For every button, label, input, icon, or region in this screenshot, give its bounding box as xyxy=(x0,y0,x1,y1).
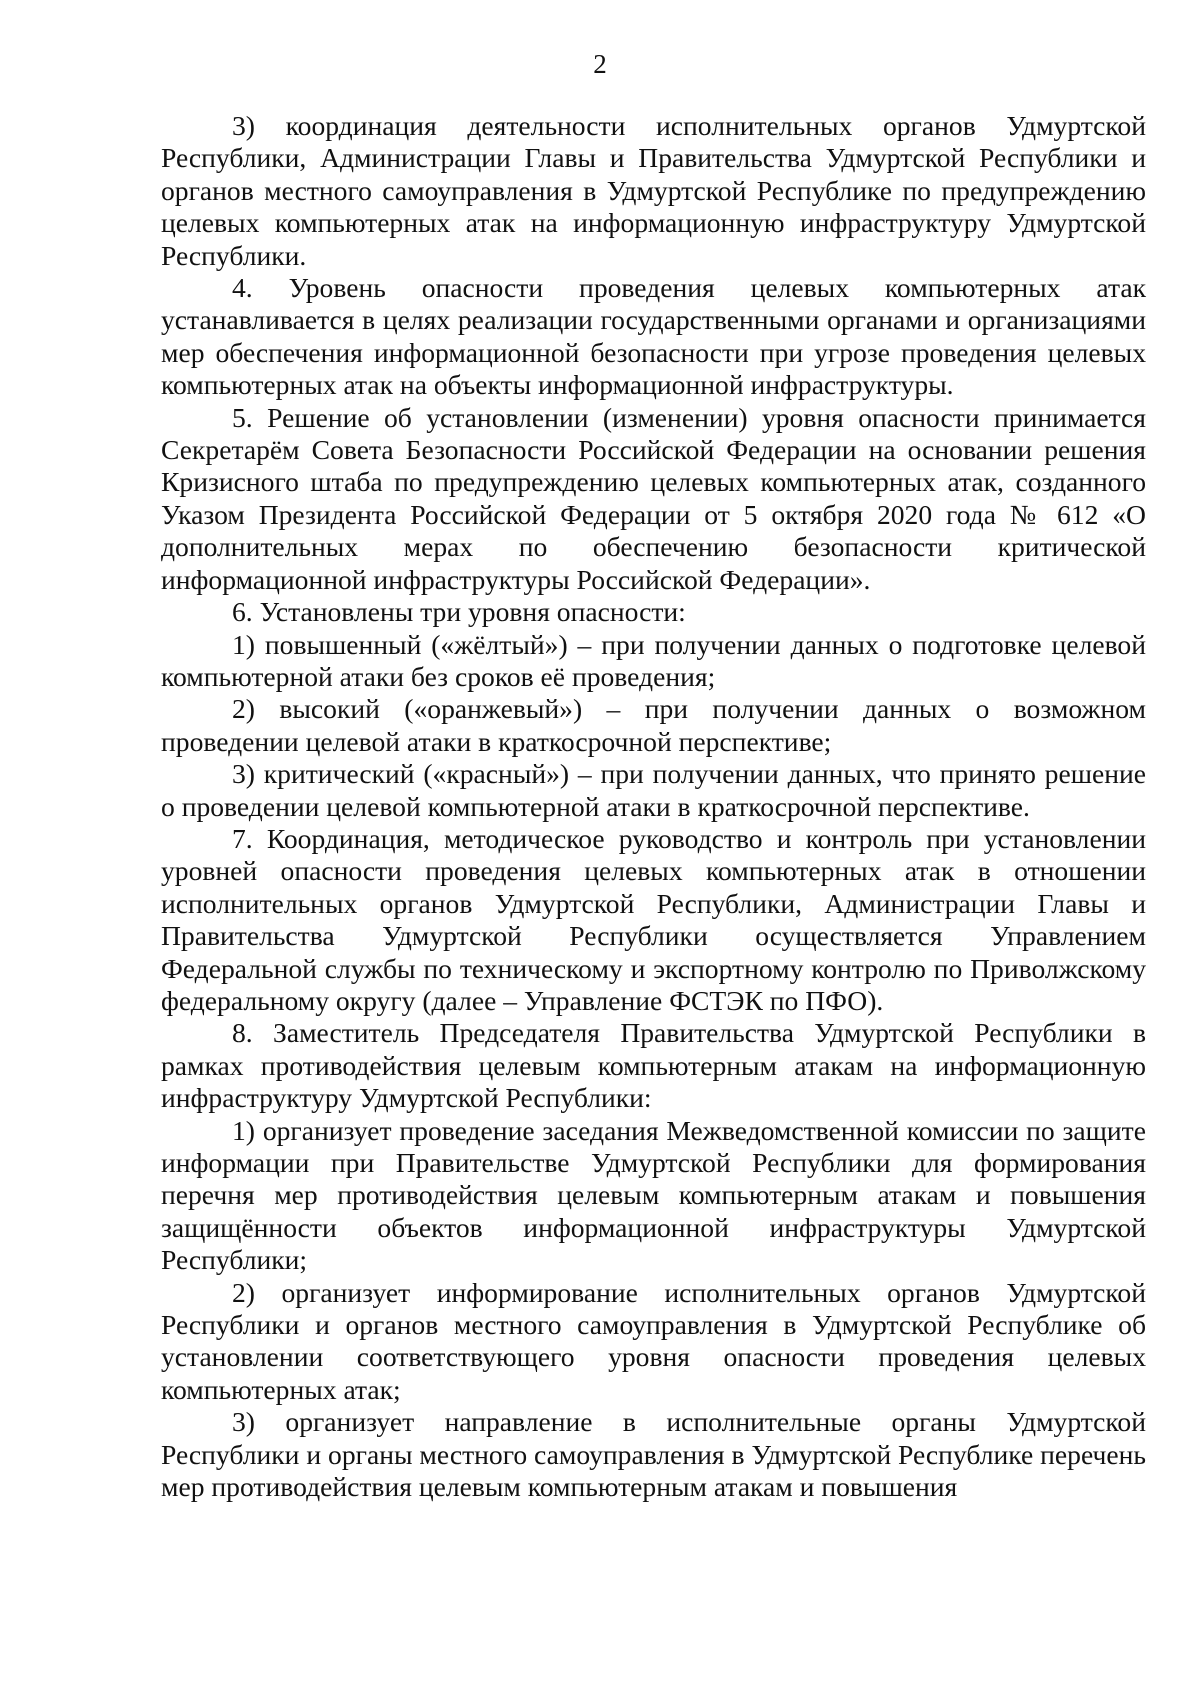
level-orange: 2) высокий («оранжевый») – при получении данных о возможном проведении целевой атаки в краткосрочной перспективе; xyxy=(161,693,1146,757)
paragraph-item-3-coordination: 3) координация деятельности исполнительных органов Удмуртской Республики, Администрации Главы и Правительства Удмуртской Республики и органов местного самоуправления в Удмуртской Республике по предупреждению целевых компьютерных атак на информационную инфраструктуру Удмуртской Республики. xyxy=(161,110,1146,271)
paragraph-8-deputy-chairman: 8. Заместитель Председателя Правительства Удмуртской Республики в рамках противодействия целевым компьютерным атакам на информационную инфраструктуру Удмуртской Республики: xyxy=(161,1017,1146,1114)
duty-item-2-informing: 2) организует информирование исполнительных органов Удмуртской Республики и органов местного самоуправления в Удмуртской Республике об установлении соответствующего уровня опасности проведения целевых компьютерных атак; xyxy=(161,1276,1146,1405)
paragraph-4-danger-level: 4. Уровень опасности проведения целевых компьютерных атак устанавливается в целях реализации государственными органами и организациями мер обеспечения информационной безопасности при угрозе проведения целевых компьютерных атак на объекты информационной инфраструктуры. xyxy=(161,272,1146,401)
duty-item-1-commission: 1) организует проведение заседания Межведомственной комиссии по защите информации при Правительстве Удмуртской Республики для формирования перечня мер противодействия целевым компьютерным атакам и повышения защищённости объектов информационной инфраструктуры Удмуртской Республики; xyxy=(161,1114,1146,1276)
level-red: 3) критический («красный») – при получении данных, что принято решение о проведении целевой компьютерной атаки в краткосрочной перспективе. xyxy=(161,758,1146,822)
duty-item-3-measures: 3) организует направление в исполнительные органы Удмуртской Республики и органы местного самоуправления в Удмуртской Республике перечень мер противодействия целевым компьютерным атакам и повышения xyxy=(161,1406,1146,1503)
paragraph-6-three-levels: 6. Установлены три уровня опасности: xyxy=(232,596,686,628)
level-yellow: 1) повышенный («жёлтый») – при получении данных о подготовке целевой компьютерной атаки без сроков её проведения; xyxy=(161,628,1146,692)
page-number: 2 xyxy=(593,49,607,79)
paragraph-5-decision: 5. Решение об установлении (изменении) уровня опасности принимается Секретарём Совета Безопасности Российской Федерации на основании решения Кризисного штаба по предупреждению целевых компьютерных атак, созданного Указом Президента Российской Федерации от 5 октября 2020 года № 612 «О дополнительных мерах по обеспечению безопасности критической информационной инфраструктуры Российской Федерации». xyxy=(161,401,1146,595)
paragraph-7-coordination-control: 7. Координация, методическое руководство и контроль при установлении уровней опасности проведения целевых компьютерных атак в отношении исполнительных органов Удмуртской Республики, Администрации Главы и Правительства Удмуртской Республики осуществляется Управлением Федеральной службы по техническому и экспортному контролю по Приволжскому федеральному округу (далее – Управление ФСТЭК по ПФО). xyxy=(161,822,1146,1016)
document-body xyxy=(161,110,1146,1503)
